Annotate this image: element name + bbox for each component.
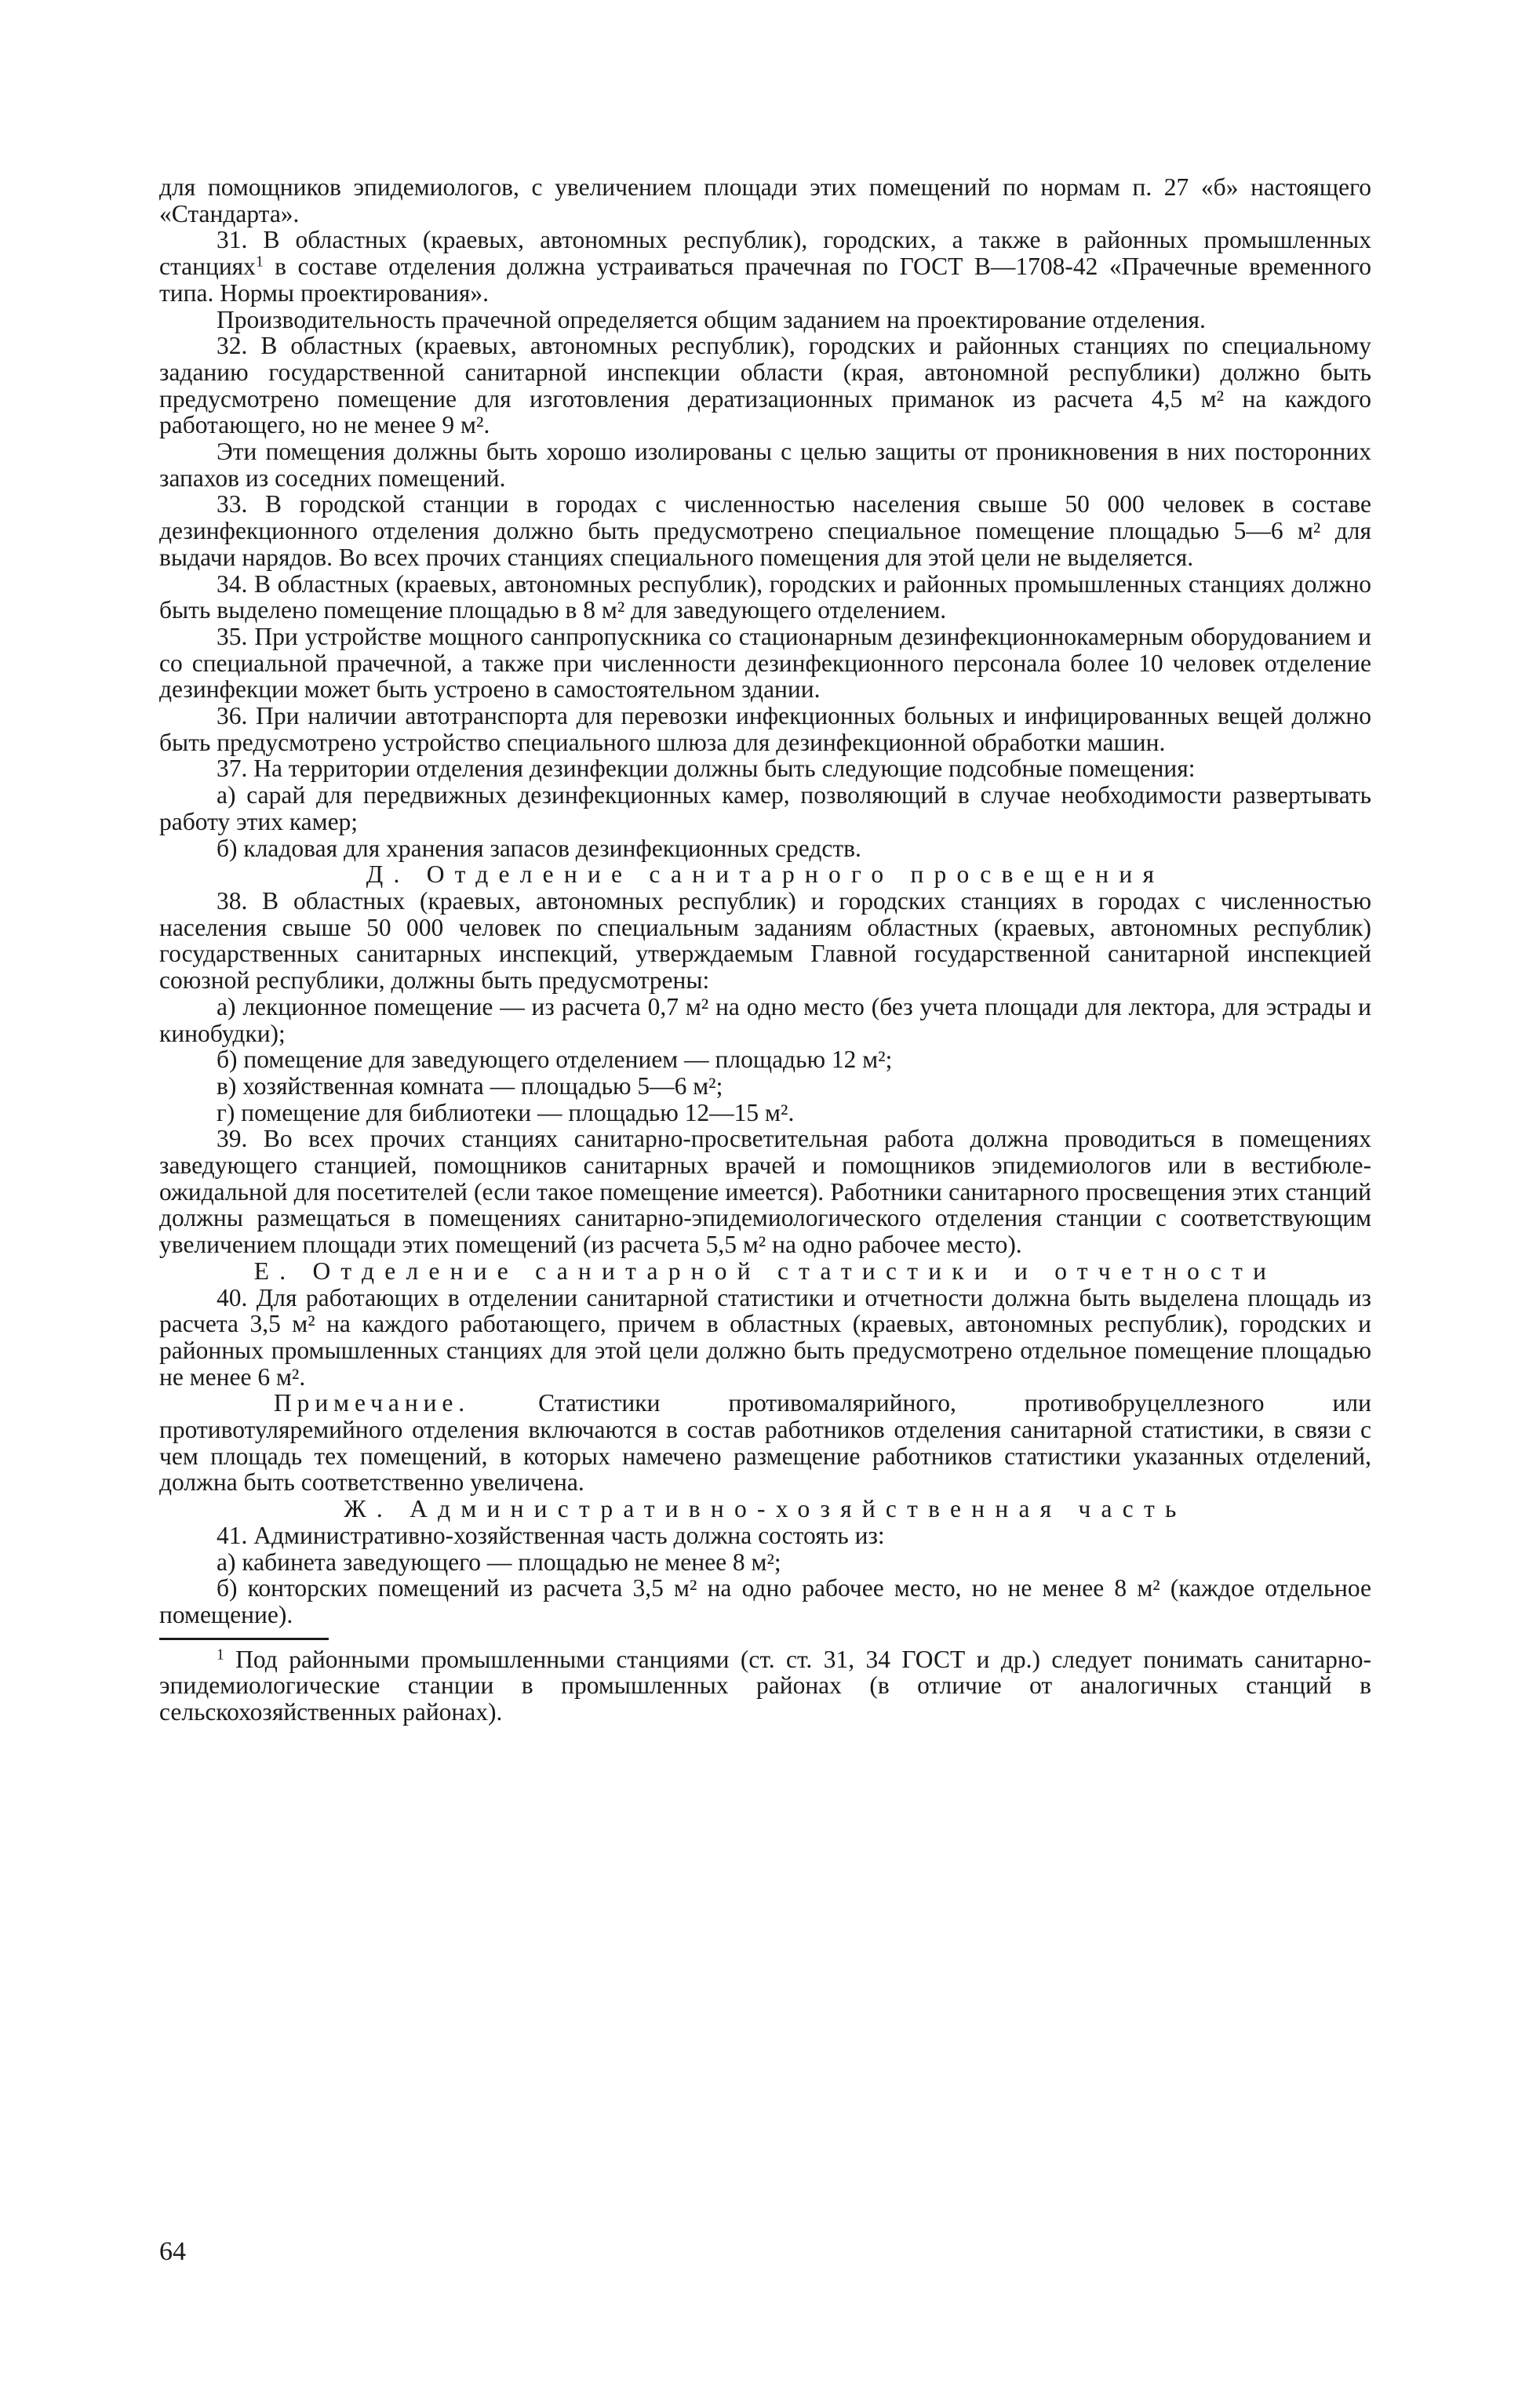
paragraph-41-item-b: б) конторских помещений из расчета 3,5 м² на одно рабочее место, но не менее 8 м² (каждое отдельное помещение). <box>159 1574 1371 1628</box>
footnote-text: Под районными промышленными станциями (ст. ст. 31, 34 ГОСТ и др.) следует понимать санитарно-эпидемиологические станции в промышленных районах (в отличие от аналогичных станций в сельскохозяйственных районах). <box>159 1645 1371 1726</box>
paragraph-37-item-a: а) сарай для передвижных дезинфекционных камер, позволяющий в случае необходимости развертывать работу этих камер; <box>159 781 1371 835</box>
footnote-divider <box>159 1638 329 1640</box>
paragraph-37: 37. На территории отделения дезинфекции должны быть следующие подсобные помещения: <box>217 755 1196 783</box>
note-label: Примечание. <box>274 1389 471 1417</box>
paragraph-36: 36. При наличии автотранспорта для перевозки инфекционных больных и инфицированных вещей должно быть предусмотрено устройство специального шлюза для дезинфекционной обработки машин. <box>159 702 1371 756</box>
section-heading-d: Д. Отделение санитарного просвещения <box>366 860 1165 889</box>
paragraph-33: 33. В городской станции в городах с численностью населения свыше 50 000 человек в составе дезинфекционного отделения должно быть предусмотрено специальное помещение площадью 5—6 м² для выдачи нарядов. Во всех прочих станциях специального помещения для этой цели не выделяется. <box>159 490 1371 571</box>
note-paragraph <box>159 1390 1371 1496</box>
footnote <box>159 1646 1371 1726</box>
paragraph-41-item-a: а) кабинета заведующего — площадью не менее 8 м²; <box>217 1548 781 1576</box>
paragraph-38: 38. В областных (краевых, автономных республик) и городских станциях в городах с численностью населения свыше 50 000 человек по специальным заданиям областных (краевых, автономных республик) государственных санитарных инспекций, утверждаемым Главной государственной санитарной инспекцией союзной республики, должны быть предусмотрены: <box>159 886 1371 995</box>
paragraph-35: 35. При устройстве мощного санпропускника со стационарным дезинфекционнокамерным оборудованием и со специальной прачечной, а также при численности дезинфекционного персонала более 10 человек отделение дезинфекции может быть устроено в самостоятельном здании. <box>159 622 1371 704</box>
paragraph-38-item-b: б) помещение для заведующего отделением — площадью 12 м²; <box>217 1046 893 1074</box>
paragraph-38-item-a: а) лекционное помещение — из расчета 0,7 м² на одно место (без учета площади для лектора, для эстрады и кинобудки); <box>159 992 1371 1047</box>
paragraph-41: 41. Административно-хозяйственная часть должна состоять из: <box>217 1521 885 1549</box>
paragraph-34: 34. В областных (краевых, автономных республик), городских и районных промышленных станциях должно быть выделено помещение площадью в 8 м² для заведующего отделением. <box>159 569 1371 624</box>
note-text: Статистики противомалярийного, противобруцеллезного или противотуляремийного отделения включаются в состав работников отделения санитарной статистики, в связи с чем площадь тех помещений, в которых намечено размещение работников статистики указанных отделений, должна быть соответственно увеличена. <box>159 1389 1371 1497</box>
paragraph-39: 39. Во всех прочих станциях санитарно-просветительная работа должна проводиться в помещениях заведующего станцией, помощников санитарных врачей и помощников эпидемиологов или в вестибюле-ожидальной для посетителей (если такое помещение имеется). Работники санитарного просвещения этих станций должны размещаться в помещениях санитарно-эпидемиологического отделения станции с соответствующим увеличением площади этих помещений (из расчета 5,5 м² на одно рабочее место). <box>159 1125 1371 1259</box>
section-heading-e: Е. Отделение санитарной статистики и отчетности <box>253 1257 1277 1285</box>
paragraph-37-item-b: б) кладовая для хранения запасов дезинфекционных средств. <box>217 834 861 862</box>
paragraph-40: 40. Для работающих в отделении санитарной статистики и отчетности должна быть выделена площадь из расчета 3,5 м² на каждого работающего, причем в областных (краевых, автономных республик), городских и районных промышленных станциях для этой цели должно быть предусмотрено отдельное помещение площадью не менее 6 м². <box>159 1283 1371 1391</box>
paragraph-31-part-a: 31. В областных (краевых, автономных республик), городских, а также в районных промышленных станциях <box>159 226 1371 281</box>
paragraph-continued: для помощников эпидемиологов, с увеличением площади этих помещений по нормам п. 27 «б» настоящего «Стандарта». <box>159 173 1371 227</box>
paragraph-31-productivity: Производительность прачечной определяется общим заданием на проектирование отделения. <box>217 305 1206 333</box>
paragraph-32-isolation: Эти помещения должны быть хорошо изолированы с целью защиты от проникновения в них посторонних запахов из соседних помещений. <box>159 438 1371 492</box>
paragraph-32: 32. В областных (краевых, автономных республик), городских и районных станциях по специальному заданию государственной санитарной инспекции области (края, автономной республики) должно быть предусмотрено помещение для изготовления дератизационных приманок из расчета 4,5 м² на каждого работающего, но не менее 9 м². <box>159 332 1371 439</box>
paragraph-31 <box>159 227 1371 306</box>
footnote-reference: 1 <box>255 253 264 271</box>
page-number: 64 <box>159 2237 186 2266</box>
paragraph-31-part-b: в составе отделения должна устраиваться прачечная по ГОСТ В—1708-42 «Прачечные временного типа. Нормы проектирования». <box>159 253 1371 307</box>
page-body <box>159 174 1371 1726</box>
paragraph-38-item-d: г) помещение для библиотеки — площадью 12—15 м². <box>217 1098 795 1126</box>
footnote-marker: 1 <box>217 1646 224 1663</box>
section-heading-zh: Ж. Административно-хозяйственная часть <box>344 1495 1187 1523</box>
paragraph-38-item-c: в) хозяйственная комната — площадью 5—6 м²; <box>217 1071 723 1100</box>
